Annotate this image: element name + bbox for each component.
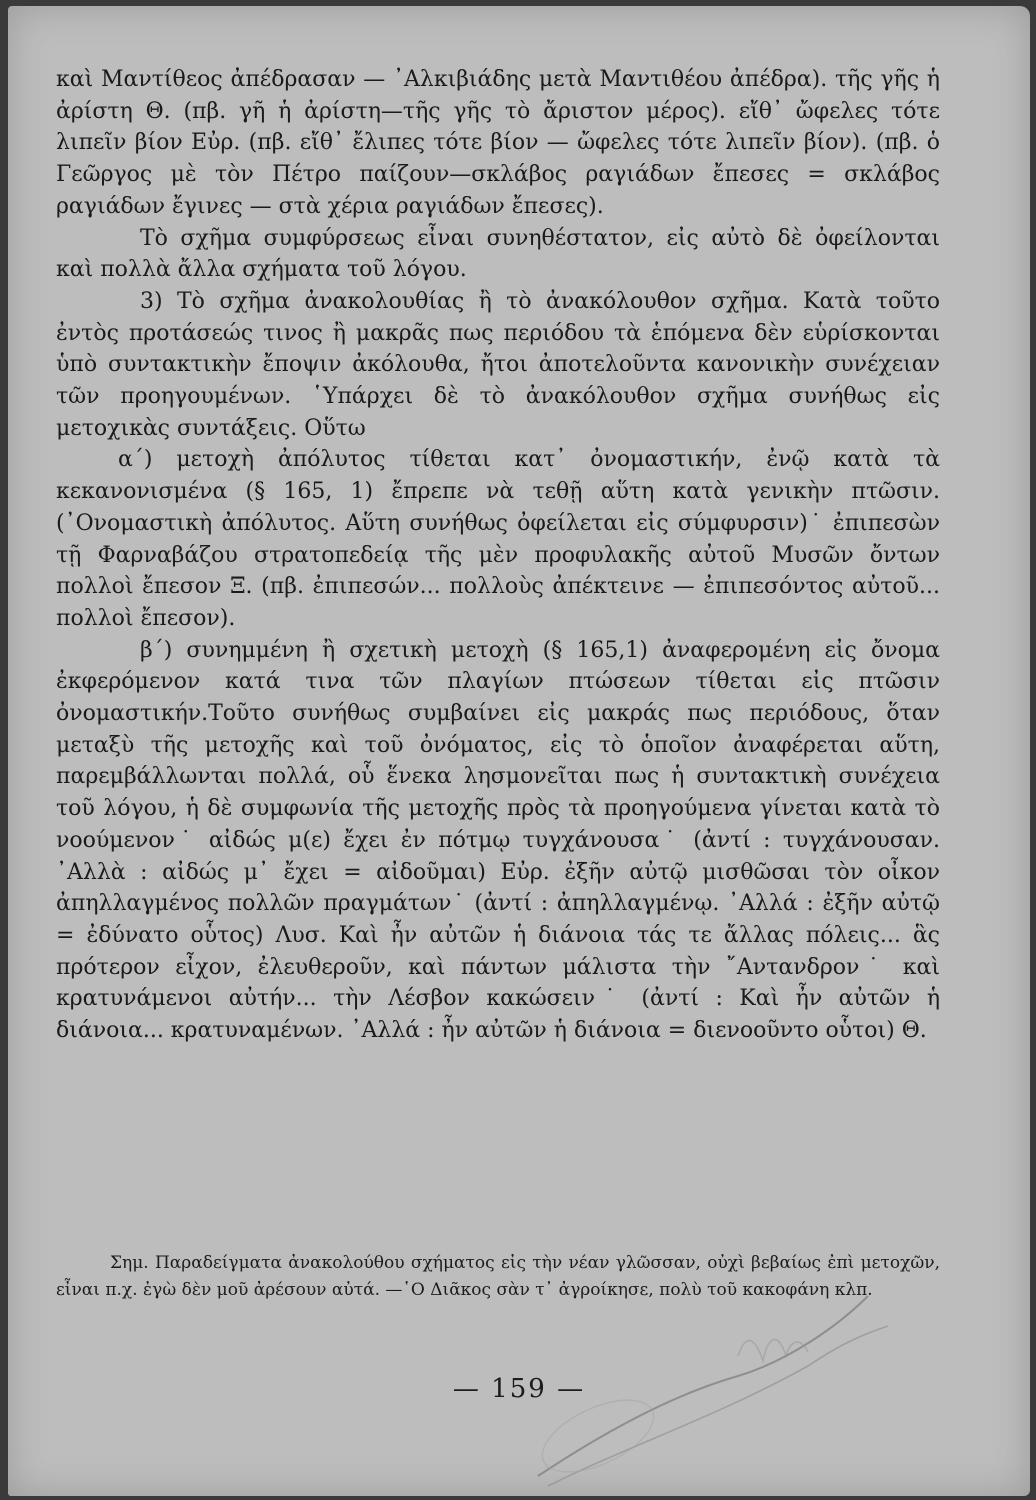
library-stamp-icon: [508, 1286, 968, 1496]
paragraph-symfyrsis: Τὸ σχῆμα συμφύρσεως εἶναι συνηθέστατον, εἰς αὐτὸ δὲ ὀφείλονται καὶ πολλὰ ἄλλα σχήματα τοῦ λόγου.: [56, 225, 940, 283]
paragraph-anakolouthia: 3) Τὸ σχῆμα ἀνακολουθίας ἢ τὸ ἀνακόλουθον σχῆμα. Κατὰ τοῦτο ἐντὸς προτάσεώς τινος ἢ μακρᾶς πως περιόδου τὰ ἑπόμενα δὲν εὑρίσκονται ὑπὸ συντακτικὴν ἔποψιν ἀκόλουθα, ἤτοι ἀποτελοῦντα κανονικὴν συνέχειαν τῶν προηγουμένων. ῾Υπάρχει δὲ τὸ ἀνακόλουθον σχῆμα συνήθως εἰς μετοχικὰς συντάξεις. Οὕτω: [56, 288, 940, 441]
footnote: Σημ. Παραδείγματα ἀνακολούθου σχήματος εἰς τὴν νέαν γλῶσσαν, οὐχὶ βεβαίως ἐπὶ μετοχῶν, εἶναι π.χ. ἐγὼ δὲν μοῦ ἀρέσουν αὐτά. —῾Ο Διᾶκος σὰν τ᾿ ἀγροίκησε, πολὺ τοῦ κακοφάνη κλπ.: [56, 1253, 940, 1300]
paragraph-beta: β΄) συνημμένη ἢ σχετικὴ μετοχὴ (§ 165,1) ἀναφερομένη εἰς ὄνομα ἐκφερόμενον κατά τινα τῶν πλαγίων πτώσεων τίθεται εἰς πτῶσιν ὀνομαστικήν.Τοῦτο συνήθως συμβαίνει εἰς μακράς πως περιόδους, ὅταν μεταξὺ τῆς μετοχῆς καὶ τοῦ ὀνόματος, εἰς τὸ ὁποῖον ἀναφέρεται αὕτη, παρεμβάλλωνται πολλά, οὗ ἕνεκα λησμονεῖται πως ἡ συντακτικὴ συνέχεια τοῦ λόγου, ἡ δὲ συμφωνία τῆς μετοχῆς πρὸς τὰ προηγούμενα γίνεται κατὰ τὸ νοούμενον˙ αἰδώς μ(ε) ἔχει ἐν πότμῳ τυγχάνουσα˙ (ἀντί : τυγχάνουσαν. ᾿Αλλὰ : αἰδώς μ᾿ ἔχει = αἰδοῦμαι) Εὐρ. ἐξῆν αὐτῷ μισθῶσαι τὸν οἶκον ἀπηλλαγμένος πολλῶν πραγμάτων˙ (ἀντί : ἀπηλλαγμένῳ. ᾿Αλλά : ἐξῆν αὐτῷ = ἐδύνατο οὗτος) Λυσ. Καὶ ἦν αὐτῶν ἡ διάνοια τάς τε ἄλλας πόλεις... ἃς πρότερον εἶχον, ἐλευθεροῦν, καὶ πάντων μάλιστα τὴν ῎Αντανδρον˙ καὶ κρατυνάμενοι αὐτήν... τὴν Λέσβον κακώσειν˙ (ἀντί : Καὶ ἦν αὐτῶν ἡ διάνοια... κρατυναμένων. ᾿Αλλά : ἦν αὐτῶν ἡ διάνοια = διενοοῦντο οὗτοι) Θ.: [56, 637, 940, 1044]
page-number: — 159 —: [452, 1374, 586, 1404]
paragraph-continuation: καὶ Μαντίθεος ἀπέδρασαν — ᾿Αλκιβιάδης μετὰ Μαντιθέου ἀπέδρα). τῆς γῆς ἡ ἀρίστη Θ. (πβ. γῆ ἡ ἀρίστη—τῆς γῆς τὸ ἄριστον μέρος). εἴθ᾿ ὤφελες τότε λιπεῖν βίον Εὐρ. (πβ. εἴθ᾿ ἔλιπες τότε βίον — ὤφελες τότε λιπεῖν βίον). (πβ. ὁ Γεῶργος μὲ τὸν Πέτρο παίζουν—σκλάβος ραγιάδων ἔπεσες = σκλάβος ραγιάδων ἔγινες — στὰ χέρια ραγιάδων ἔπεσες).: [56, 67, 940, 219]
paragraph-alpha: α΄) μετοχὴ ἀπόλυτος τίθεται κατ᾿ ὀνομαστικήν, ἐνῷ κατὰ τὰ κεκανονισμένα (§ 165, 1) ἔπρεπε νὰ τεθῇ αὕτη κατὰ γενικὴν πτῶσιν. (᾿Ονομαστικὴ ἀπόλυτος. Αὕτη συνήθως ὀφείλεται εἰς σύμφυρσιν)˙ ἐπιπεσὼν τῇ Φαρναβάζου στρατοπεδείᾳ τῆς μὲν προφυλακῆς αὐτοῦ Μυσῶν ὄντων πολλοὶ ἔπεσον Ξ. (πβ. ἐπιπεσών... πολλοὺς ἀπέκτεινε — ἐπιπεσόντος αὐτοῦ... πολλοὶ ἔπεσον).: [56, 447, 940, 631]
book-page: [8, 6, 1030, 1496]
body-text: [56, 64, 940, 1047]
